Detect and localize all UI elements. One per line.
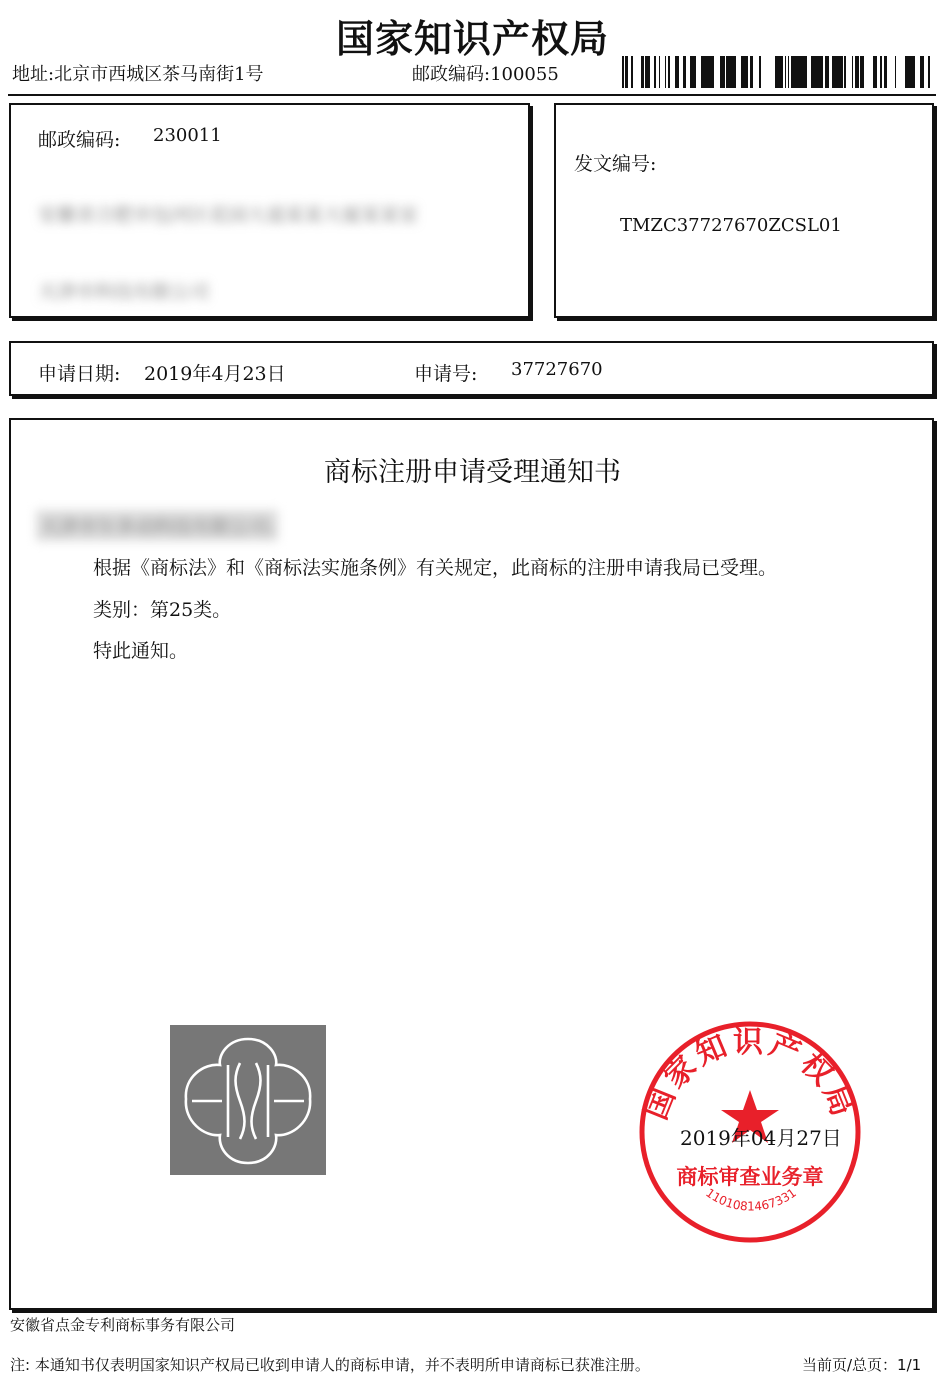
seal-inner-text: 商标审查业务章 bbox=[676, 1165, 824, 1189]
trademark-logo-image bbox=[170, 1025, 326, 1175]
header-rule bbox=[8, 94, 936, 96]
date-stamp: 2019年04月27日 bbox=[680, 1126, 842, 1150]
agency-name: 安徽省点金专利商标事务有限公司 bbox=[10, 1316, 236, 1334]
recipient-postcode-value: 230011 bbox=[153, 125, 222, 146]
application-number-label: 申请号: bbox=[414, 363, 478, 385]
recipient-postcode-label: 邮政编码: bbox=[38, 129, 121, 151]
notice-closing: 特此通知。 bbox=[93, 640, 189, 662]
recipient-box bbox=[9, 103, 530, 318]
page-indicator: 当前页/总页：1/1 bbox=[802, 1356, 922, 1374]
recipient-address: 安徽省合肥市包河区花园大道某某大厦某某室 bbox=[38, 204, 419, 226]
document-number-label: 发文编号: bbox=[574, 153, 657, 175]
application-date-label: 申请日期: bbox=[38, 363, 121, 385]
application-number-value: 37727670 bbox=[511, 359, 603, 380]
barcode-image bbox=[622, 56, 930, 88]
notice-paragraph: 根据《商标法》和《商标法实施条例》有关规定，此商标的注册申请我局已受理。 bbox=[93, 557, 778, 579]
office-address: 地址:北京市西城区茶马南街1号 bbox=[12, 64, 264, 85]
recipient-company: 天津市科技有限公司 bbox=[38, 281, 210, 303]
office-title: 国家知识产权局 bbox=[335, 17, 609, 61]
application-box bbox=[9, 341, 934, 396]
svg-text:1101081467331 bbox=[703, 1186, 799, 1214]
application-date-value: 2019年4月23日 bbox=[144, 363, 286, 385]
office-postcode: 邮政编码:100055 bbox=[412, 64, 559, 85]
notice-addressee: 天津市尔多动科技有限公司: bbox=[36, 510, 278, 541]
seal-outer-text: 国家知识产权局 bbox=[638, 1025, 862, 1125]
document-number-value: TMZC37727670ZCSL01 bbox=[620, 215, 842, 236]
seal-code: 1101081467331 bbox=[703, 1185, 799, 1214]
notice-category: 类别：第25类。 bbox=[93, 599, 232, 621]
footer-note: 注: 本通知书仅表明国家知识产权局已收到申请人的商标申请，并不表明所申请商标已获准注册。 bbox=[10, 1356, 650, 1374]
notice-title: 商标注册申请受理通知书 bbox=[324, 457, 621, 488]
document-number-box bbox=[554, 103, 934, 318]
